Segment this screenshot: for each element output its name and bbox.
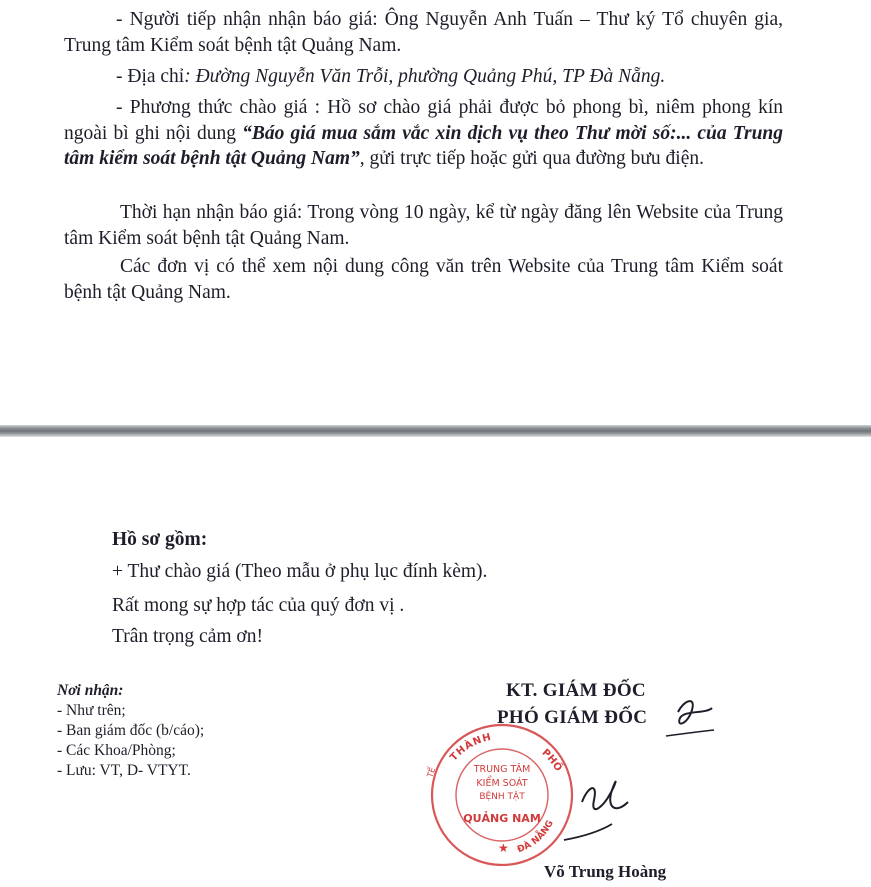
sign-title-director: KT. GIÁM ĐỐC (506, 680, 646, 701)
dossier-item: + Thư chào giá (Theo mẫu ở phụ lục đính kèm). (112, 561, 488, 582)
deadline-text: Thời hạn nhận báo giá: Trong vòng 10 ngày, kể từ ngày đăng lên Website của Trung tâm Kiểm soát bệnh tật Quảng Nam. (64, 202, 783, 249)
stamp-text-pho: PHỐ (539, 747, 564, 774)
stamp-text-danang: ĐÀ NẴNG (516, 818, 556, 856)
stamp-text-center1: TRUNG TÂM (473, 764, 531, 775)
page-separator (0, 425, 871, 437)
dossier-heading: Hồ sơ gồm: (112, 529, 208, 550)
stamp-text-city: THÀNH (448, 731, 493, 764)
closing-cooperation: Rất mong sự hợp tác của quý đơn vị . (112, 595, 405, 616)
signature-icon (546, 690, 716, 850)
stamp-text-center3: BỆNH TẬT (479, 792, 525, 802)
recipient-item: - Như trên; (57, 702, 126, 719)
document-page-1 (0, 0, 871, 425)
envelope-label-quote: “Báo giá mua sắm vắc xin dịch vụ theo Thư mời số:... của Trung tâm kiểm soát bệnh tật Quảng Nam” (64, 122, 784, 169)
svg-text:THÀNH (448, 732, 493, 764)
sign-title-deputy: PHÓ GIÁM ĐỐC (497, 707, 648, 728)
website-text: Các đơn vị có thể xem nội dung công văn trên Website của Trung tâm Kiểm soát bệnh tật Quảng Nam. (64, 256, 783, 303)
deadline-paragraph (64, 200, 783, 251)
closing-thanks: Trân trọng cảm ơn! (112, 626, 263, 647)
stamp-star-icon: ★ (498, 841, 509, 855)
recipients-block (57, 681, 204, 781)
signer-name: Võ Trung Hoàng (544, 862, 667, 881)
recipient-item: - Lưu: VT, D- VTYT. (57, 762, 191, 779)
stamp-text-te: TẾ (425, 766, 438, 779)
website-paragraph (64, 254, 783, 305)
quote-receiver-text: - Người tiếp nhận nhận báo giá: Ông Nguyễn Anh Tuấn – Thư ký Tổ chuyên gia, Trung tâm Kiểm soát bệnh tật Quảng Nam. (64, 9, 783, 56)
quote-receiver-paragraph (64, 7, 783, 58)
quote-method-end-text: , gửi trực tiếp hoặc gửi qua đường bưu điện. (359, 148, 705, 169)
recipients-heading: Nơi nhận: (57, 682, 124, 699)
recipient-item: - Ban giám đốc (b/cáo); (57, 722, 205, 739)
address-paragraph (116, 64, 783, 90)
stamp-text-center2: KIỂM SOÁT (476, 778, 528, 789)
stamp-text-center4: QUẢNG NAM (463, 812, 541, 825)
quote-method-paragraph (64, 95, 783, 172)
recipient-item: - Các Khoa/Phòng; (57, 742, 176, 759)
quote-method-text: - Phương thức chào giá : Hồ sơ chào giá phải được bỏ phong bì, niêm phong kín ngoài bì ghi nội dung (64, 97, 783, 144)
address-label: - Địa chỉ (116, 66, 185, 87)
address-text: : Đường Nguyễn Văn Trỗi, phường Quảng Phú, TP Đà Nẵng. (184, 66, 666, 87)
